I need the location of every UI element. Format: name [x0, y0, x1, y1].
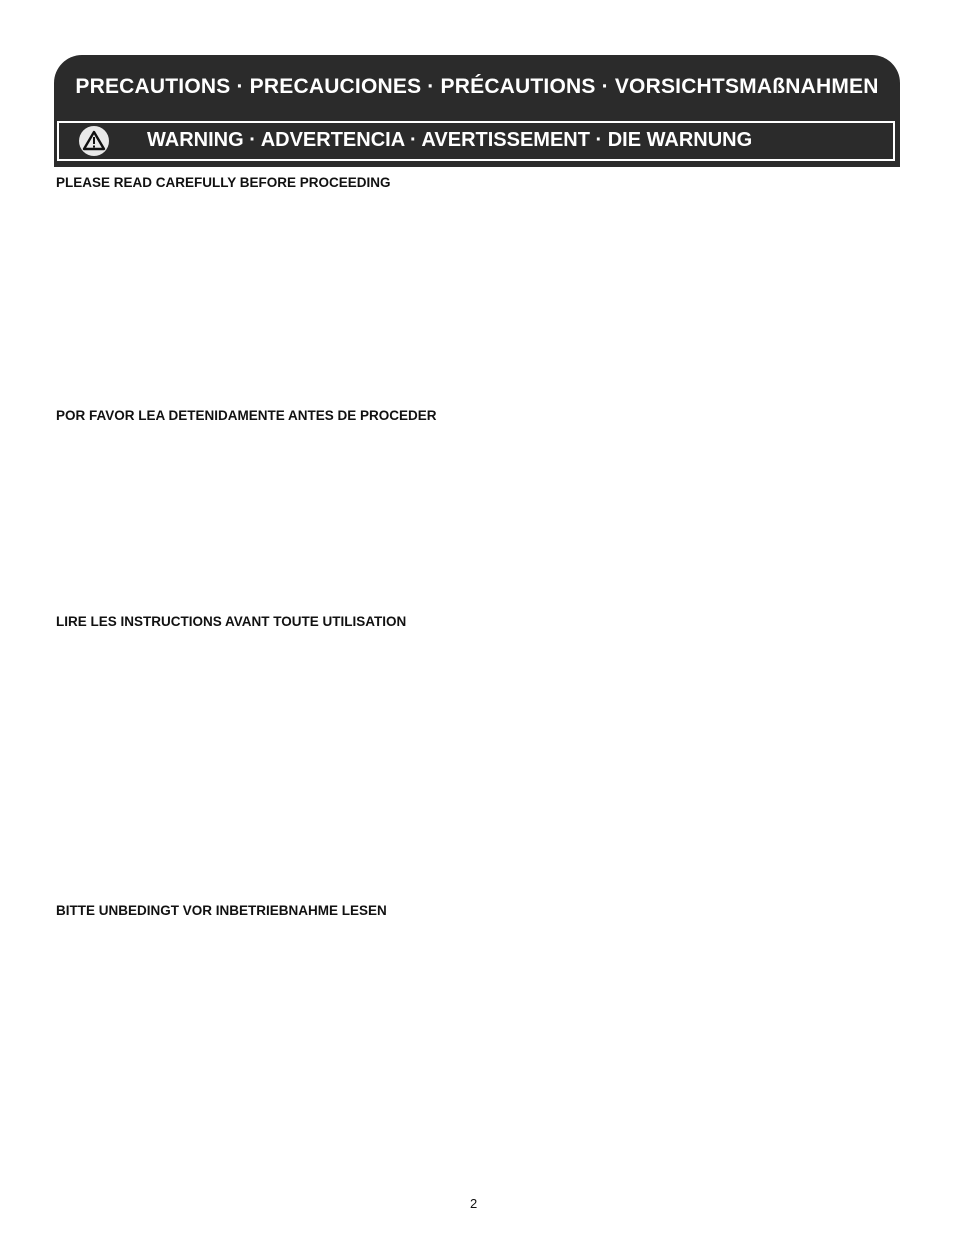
- body-en-col2: [345, 191, 607, 403]
- warning-triangle-icon-shape: [79, 126, 109, 156]
- body-en-col3: [636, 191, 898, 403]
- section-heading-es: POR FAVOR LEA DETENIDAMENTE ANTES DE PROCEDER: [56, 408, 437, 423]
- warning-bar: [57, 121, 895, 161]
- body-es-col2: [345, 426, 607, 612]
- page-number: 2: [470, 1196, 478, 1211]
- body-fr-col1: [56, 632, 318, 900]
- body-de-col3: [636, 920, 898, 1192]
- precautions-title: PRECAUTIONS · PRECAUCIONES · PRÉCAUTIONS · VORSICHTSMAßNAHMEN: [75, 75, 879, 98]
- body-de-col1: [56, 920, 318, 1192]
- body-es-col1: [56, 426, 318, 612]
- section-heading-fr: LIRE LES INSTRUCTIONS AVANT TOUTE UTILISATION: [56, 614, 407, 629]
- warning-title: WARNING · ADVERTENCIA · AVERTISSEMENT · DIE WARNUNG: [147, 129, 753, 151]
- section-heading-de: BITTE UNBEDINGT VOR INBETRIEBNAHME LESEN: [56, 903, 387, 918]
- warning-triangle-icon: [79, 126, 109, 156]
- body-es-col3: [636, 426, 898, 612]
- body-fr-col3: [636, 632, 898, 900]
- body-en-col1: [56, 191, 318, 403]
- body-fr-col2: [345, 632, 607, 900]
- section-heading-en: PLEASE READ CAREFULLY BEFORE PROCEEDING: [56, 175, 391, 190]
- body-de-col2: [345, 920, 607, 1192]
